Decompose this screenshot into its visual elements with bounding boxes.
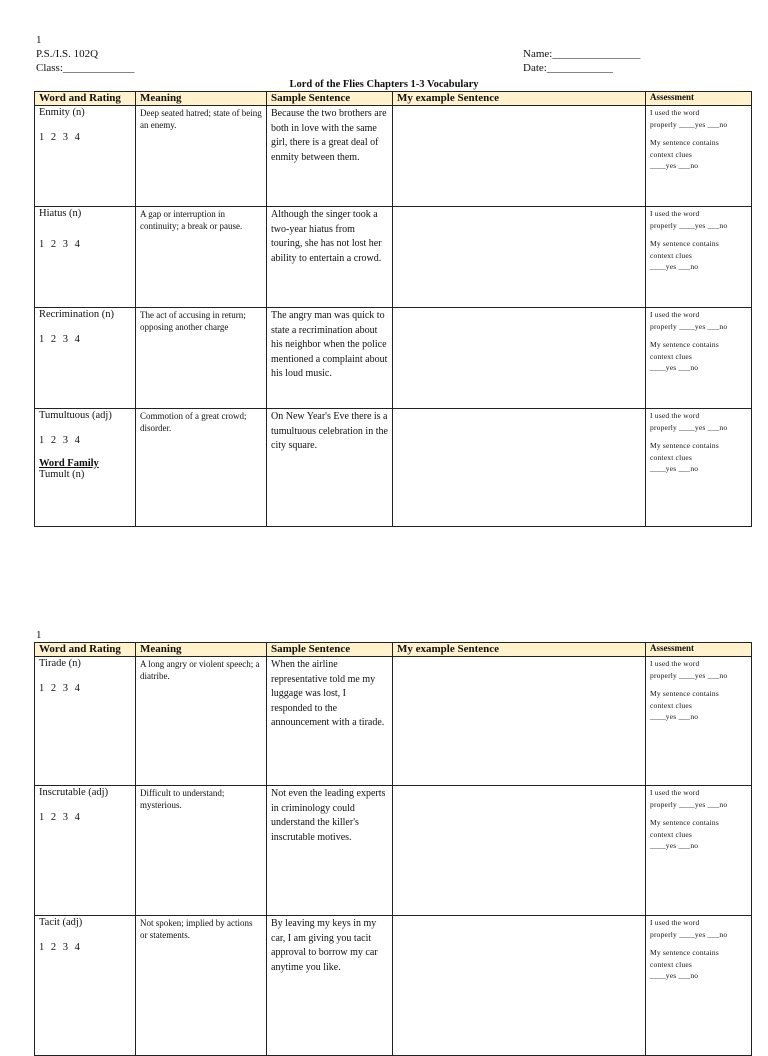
- date-line: ____________: [546, 62, 613, 74]
- vocab-word: Enmity (n): [39, 107, 85, 118]
- assessment-cell[interactable]: [646, 308, 752, 409]
- assessment-cell[interactable]: [646, 786, 752, 916]
- assessment-line: I used the word: [650, 918, 700, 927]
- table-row: [35, 106, 752, 207]
- my-example-cell[interactable]: [393, 409, 646, 527]
- assessment-line: properly ____yes ___no: [650, 929, 728, 939]
- assessment-line: I used the word: [650, 310, 700, 319]
- sample-sentence-cell: Not even the leading experts in criminology could understand the killer's inscrutable motives.: [267, 786, 393, 916]
- date-label: Date:: [523, 62, 547, 74]
- assessment-line: context clues: [650, 700, 692, 710]
- class-line: _____________: [62, 62, 135, 74]
- assessment-line: I used the word: [650, 659, 700, 668]
- word-family-label: Word Family: [39, 458, 99, 469]
- assessment-line: context clues: [650, 149, 692, 159]
- meaning-cell: Deep seated hatred; state of being an enemy.: [136, 106, 267, 207]
- class-field: [36, 62, 134, 74]
- word-cell: [35, 308, 136, 409]
- date-field: [523, 62, 613, 74]
- assessment-line: properly ____yes ___no: [650, 799, 728, 809]
- assessment-line: ____yes ___no: [650, 464, 699, 473]
- rating-scale[interactable]: 1 2 3 4: [39, 239, 80, 250]
- sample-sentence-cell: Although the singer took a two-year hiatus from touring, she has not lost her ability to entertain a crowd.: [267, 207, 393, 308]
- assessment-line: context clues: [650, 250, 692, 260]
- assessment-line: properly ____yes ___no: [650, 422, 728, 432]
- assessment-line: I used the word: [650, 108, 700, 117]
- sample-sentence-cell: When the airline representative told me my luggage was lost, I responded to the announcement with a tirade.: [267, 657, 393, 786]
- sample-sentence-cell: Because the two brothers are both in love with the same girl, there is a great deal of enmity between them.: [267, 106, 393, 207]
- assessment-line: I used the word: [650, 209, 700, 218]
- assessment-line: My sentence contains: [650, 138, 719, 147]
- page-number: 1: [36, 629, 42, 641]
- vocabulary-table-2: [34, 642, 752, 1056]
- assessment-line: My sentence contains: [650, 239, 719, 248]
- assessment-line: ____yes ___no: [650, 262, 699, 271]
- assessment-line: ____yes ___no: [650, 161, 699, 170]
- header-assessment: Assessment: [646, 92, 752, 106]
- meaning-cell: A long angry or violent speech; a diatribe.: [136, 657, 267, 786]
- rating-scale[interactable]: 1 2 3 4: [39, 132, 80, 143]
- word-family-entry: Tumult (n): [39, 469, 85, 480]
- assessment-line: context clues: [650, 959, 692, 969]
- word-cell: [35, 409, 136, 527]
- my-example-cell[interactable]: [393, 308, 646, 409]
- meaning-cell: Commotion of a great crowd; disorder.: [136, 409, 267, 527]
- table-row: [35, 786, 752, 916]
- table-row: [35, 916, 752, 1056]
- assessment-line: My sentence contains: [650, 948, 719, 957]
- my-example-cell[interactable]: [393, 786, 646, 916]
- assessment-line: My sentence contains: [650, 689, 719, 698]
- worksheet-title: Lord of the Flies Chapters 1-3 Vocabulary: [289, 79, 479, 90]
- rating-scale[interactable]: 1 2 3 4: [39, 812, 80, 823]
- table-row: [35, 308, 752, 409]
- vocabulary-table-1: [34, 91, 752, 527]
- assessment-line: properly ____yes ___no: [650, 321, 728, 331]
- assessment-line: context clues: [650, 452, 692, 462]
- vocab-word: Tumultuous (adj): [39, 410, 112, 421]
- header-meaning: Meaning: [136, 643, 267, 657]
- word-cell: [35, 207, 136, 308]
- meaning-cell: Not spoken; implied by actions or statements.: [136, 916, 267, 1056]
- table-row: [35, 207, 752, 308]
- class-label: Class:: [36, 62, 63, 74]
- meaning-cell: A gap or interruption in continuity; a break or pause.: [136, 207, 267, 308]
- assessment-line: context clues: [650, 351, 692, 361]
- header-word-rating: Word and Rating: [35, 92, 136, 106]
- assessment-line: context clues: [650, 829, 692, 839]
- header-my-example: My example Sentence: [393, 643, 646, 657]
- page-number: 1: [36, 34, 42, 46]
- name-label: Name:: [523, 48, 553, 60]
- word-cell: [35, 106, 136, 207]
- word-cell: [35, 657, 136, 786]
- vocab-word: Tirade (n): [39, 658, 81, 669]
- my-example-cell[interactable]: [393, 106, 646, 207]
- assessment-cell[interactable]: [646, 207, 752, 308]
- assessment-line: ____yes ___no: [650, 363, 699, 372]
- assessment-line: My sentence contains: [650, 340, 719, 349]
- meaning-cell: The act of accusing in return; opposing another charge: [136, 308, 267, 409]
- header-word-rating: Word and Rating: [35, 643, 136, 657]
- assessment-cell[interactable]: [646, 106, 752, 207]
- word-cell: [35, 786, 136, 916]
- my-example-cell[interactable]: [393, 657, 646, 786]
- my-example-cell[interactable]: [393, 207, 646, 308]
- assessment-line: properly ____yes ___no: [650, 220, 728, 230]
- name-line: ________________: [552, 48, 641, 60]
- sample-sentence-cell: By leaving my keys in my car, I am giving you tacit approval to borrow my car anytime you like.: [267, 916, 393, 1056]
- assessment-line: ____yes ___no: [650, 971, 699, 980]
- meaning-cell: Difficult to understand; mysterious.: [136, 786, 267, 916]
- school-name: P.S./I.S. 102Q: [36, 48, 99, 60]
- assessment-line: I used the word: [650, 788, 700, 797]
- sample-sentence-cell: On New Year's Eve there is a tumultuous celebration in the city square.: [267, 409, 393, 527]
- table-header-row: [35, 92, 752, 106]
- rating-scale[interactable]: 1 2 3 4: [39, 334, 80, 345]
- name-field: [523, 48, 640, 60]
- assessment-line: properly ____yes ___no: [650, 670, 728, 680]
- header-assessment: Assessment: [646, 643, 752, 657]
- table-header-row: [35, 643, 752, 657]
- rating-scale[interactable]: 1 2 3 4: [39, 942, 80, 953]
- vocab-word: Inscrutable (adj): [39, 787, 109, 798]
- assessment-line: properly ____yes ___no: [650, 119, 728, 129]
- word-cell: [35, 916, 136, 1056]
- vocab-word: Hiatus (n): [39, 208, 82, 219]
- rating-scale[interactable]: 1 2 3 4: [39, 435, 80, 446]
- assessment-cell[interactable]: [646, 657, 752, 786]
- vocab-word: Tacit (adj): [39, 917, 83, 928]
- vocab-word: Recrimination (n): [39, 309, 114, 320]
- header-sample-sentence: Sample Sentence: [267, 643, 393, 657]
- sample-sentence-cell: The angry man was quick to state a recrimination about his neighbor when the police mentioned a complaint about his loud music.: [267, 308, 393, 409]
- my-example-cell[interactable]: [393, 916, 646, 1056]
- assessment-cell[interactable]: [646, 409, 752, 527]
- header-meaning: Meaning: [136, 92, 267, 106]
- header-sample-sentence: Sample Sentence: [267, 92, 393, 106]
- table-row: [35, 657, 752, 786]
- rating-scale[interactable]: 1 2 3 4: [39, 683, 80, 694]
- table-row: [35, 409, 752, 527]
- assessment-line: ____yes ___no: [650, 841, 699, 850]
- header-my-example: My example Sentence: [393, 92, 646, 106]
- assessment-line: I used the word: [650, 411, 700, 420]
- assessment-line: ____yes ___no: [650, 712, 699, 721]
- assessment-line: My sentence contains: [650, 441, 719, 450]
- assessment-cell[interactable]: [646, 916, 752, 1056]
- assessment-line: My sentence contains: [650, 818, 719, 827]
